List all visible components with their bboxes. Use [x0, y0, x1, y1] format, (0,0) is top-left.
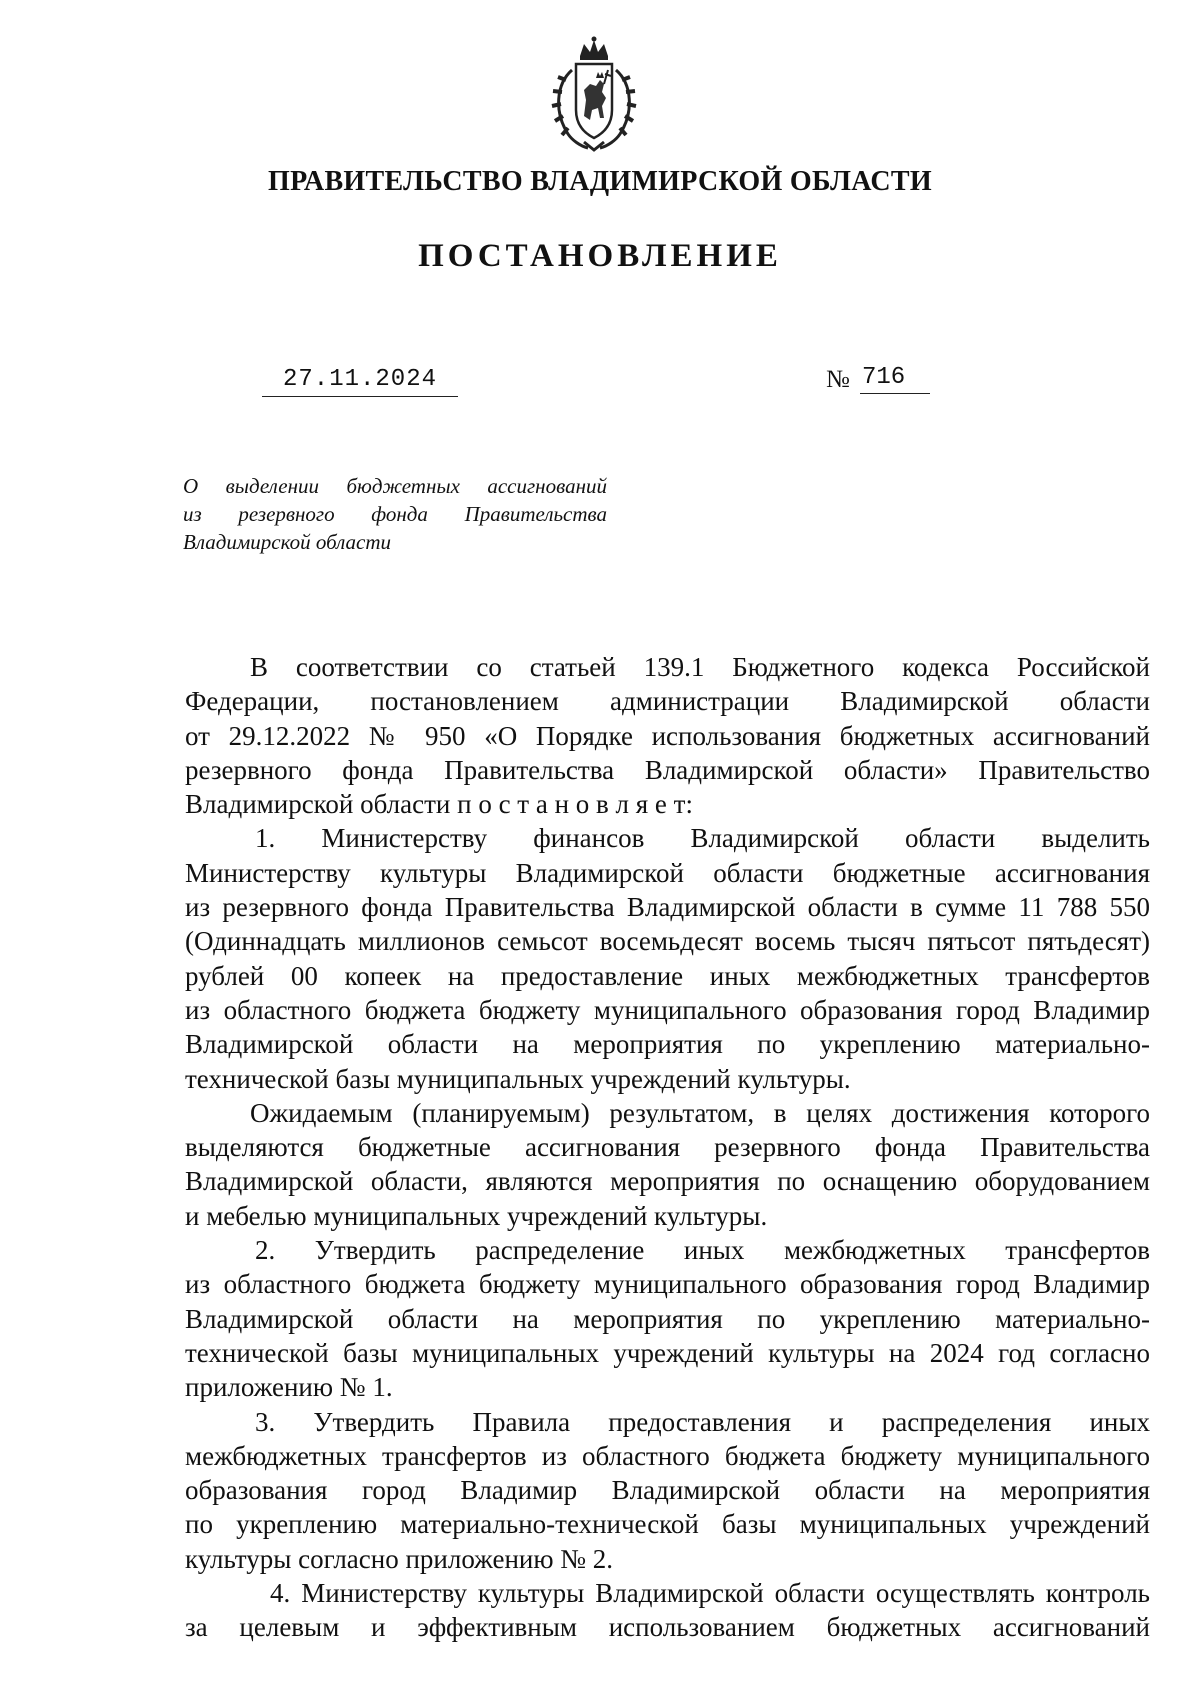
document-type: ПОСТАНОВЛЕНИЕ [418, 238, 782, 274]
body-line: Владимирской области на мероприятия по укреплению материально- [185, 1303, 1150, 1334]
body-line: технической базы муниципальных учреждений культуры на 2024 год согласно [185, 1337, 1150, 1368]
vladimir-region-coat-of-arms-icon [546, 34, 642, 154]
paragraph-4 [185, 1576, 1150, 1645]
document-date: 27.11.2024 [282, 366, 438, 393]
body-line: Ожидаемым (планируемым) результатом, в целях достижения которого [250, 1097, 1150, 1128]
paragraph-3 [185, 1405, 1150, 1576]
body-line: межбюджетных трансфертов из областного бюджета бюджету муниципального [185, 1440, 1150, 1471]
paragraph-intro [185, 650, 1150, 821]
body-line: культуры согласно приложению № 2. [185, 1543, 614, 1574]
body-line: технической базы муниципальных учреждений культуры. [185, 1063, 851, 1094]
body-line: рублей 00 копеек на предоставление иных межбюджетных трансфертов [185, 960, 1150, 991]
paragraph-1 [185, 821, 1150, 1095]
body-line: В соответствии со статьей 139.1 Бюджетного кодекса Российской [250, 652, 1150, 682]
body-line: приложению № 1. [185, 1372, 393, 1403]
body-line: 3. Утвердить Правила предоставления и распределения иных [255, 1406, 1150, 1437]
subject-line: Владимирской области [183, 530, 392, 554]
government-name: ПРАВИТЕЛЬСТВО ВЛАДИМИРСКОЙ ОБЛАСТИ [268, 166, 932, 197]
date-underline [262, 396, 458, 397]
body-line: от 29.12.2022 № 950 «О Порядке использования бюджетных ассигнований [185, 720, 1150, 751]
body-line: Владимирской области, являются мероприятия по оснащению оборудованием [185, 1166, 1150, 1197]
body-line: 1. Министерству финансов Владимирской области выделить [255, 823, 1150, 854]
body-line: и мебелью муниципальных учреждений культуры. [185, 1200, 768, 1231]
body-line: выделяются бюджетные ассигнования резервного фонда Правительства [185, 1132, 1150, 1163]
subject-line: из резервного фонда Правительства [183, 502, 607, 526]
document-body [185, 650, 1150, 1645]
paragraph-1-result [185, 1096, 1150, 1233]
body-line: из резервного фонда Правительства Владимирской области в сумме 11 788 550 [185, 892, 1150, 923]
body-line: образования город Владимир Владимирской области на мероприятия [185, 1475, 1150, 1506]
body-line: Федерации, постановлением администрации Владимирской области [185, 686, 1150, 717]
body-line: за целевым и эффективным использованием бюджетных ассигнований [185, 1612, 1150, 1643]
number-label: № [826, 366, 850, 393]
body-line: (Одиннадцать миллионов семьсот восемьдесят восемь тысяч пятьсот пятьдесят) [185, 926, 1150, 957]
body-line: Министерству культуры Владимирской области бюджетные ассигнования [185, 857, 1150, 888]
number-underline [860, 393, 930, 394]
body-line: по укреплению материально-технической базы муниципальных учреждений [185, 1509, 1150, 1540]
body-line: 2. Утвердить распределение иных межбюджетных трансфертов [255, 1235, 1150, 1266]
subject-line: О выделении бюджетных ассигнований [183, 474, 607, 498]
body-line: резервного фонда Правительства Владимирской области» Правительство [185, 754, 1150, 785]
body-line: 4. Министерству культуры Владимирской области осуществлять контроль [270, 1578, 1150, 1609]
body-line: Владимирской области на мероприятия по укреплению материально- [185, 1029, 1150, 1060]
body-line: Владимирской области п о с т а н о в л я е т: [185, 789, 693, 820]
paragraph-2 [185, 1233, 1150, 1404]
document-number: 716 [862, 364, 906, 391]
body-line: из областного бюджета бюджету муниципального образования город Владимир [185, 1269, 1150, 1300]
document-subject [183, 472, 607, 556]
body-line: из областного бюджета бюджету муниципального образования город Владимир [185, 994, 1150, 1025]
